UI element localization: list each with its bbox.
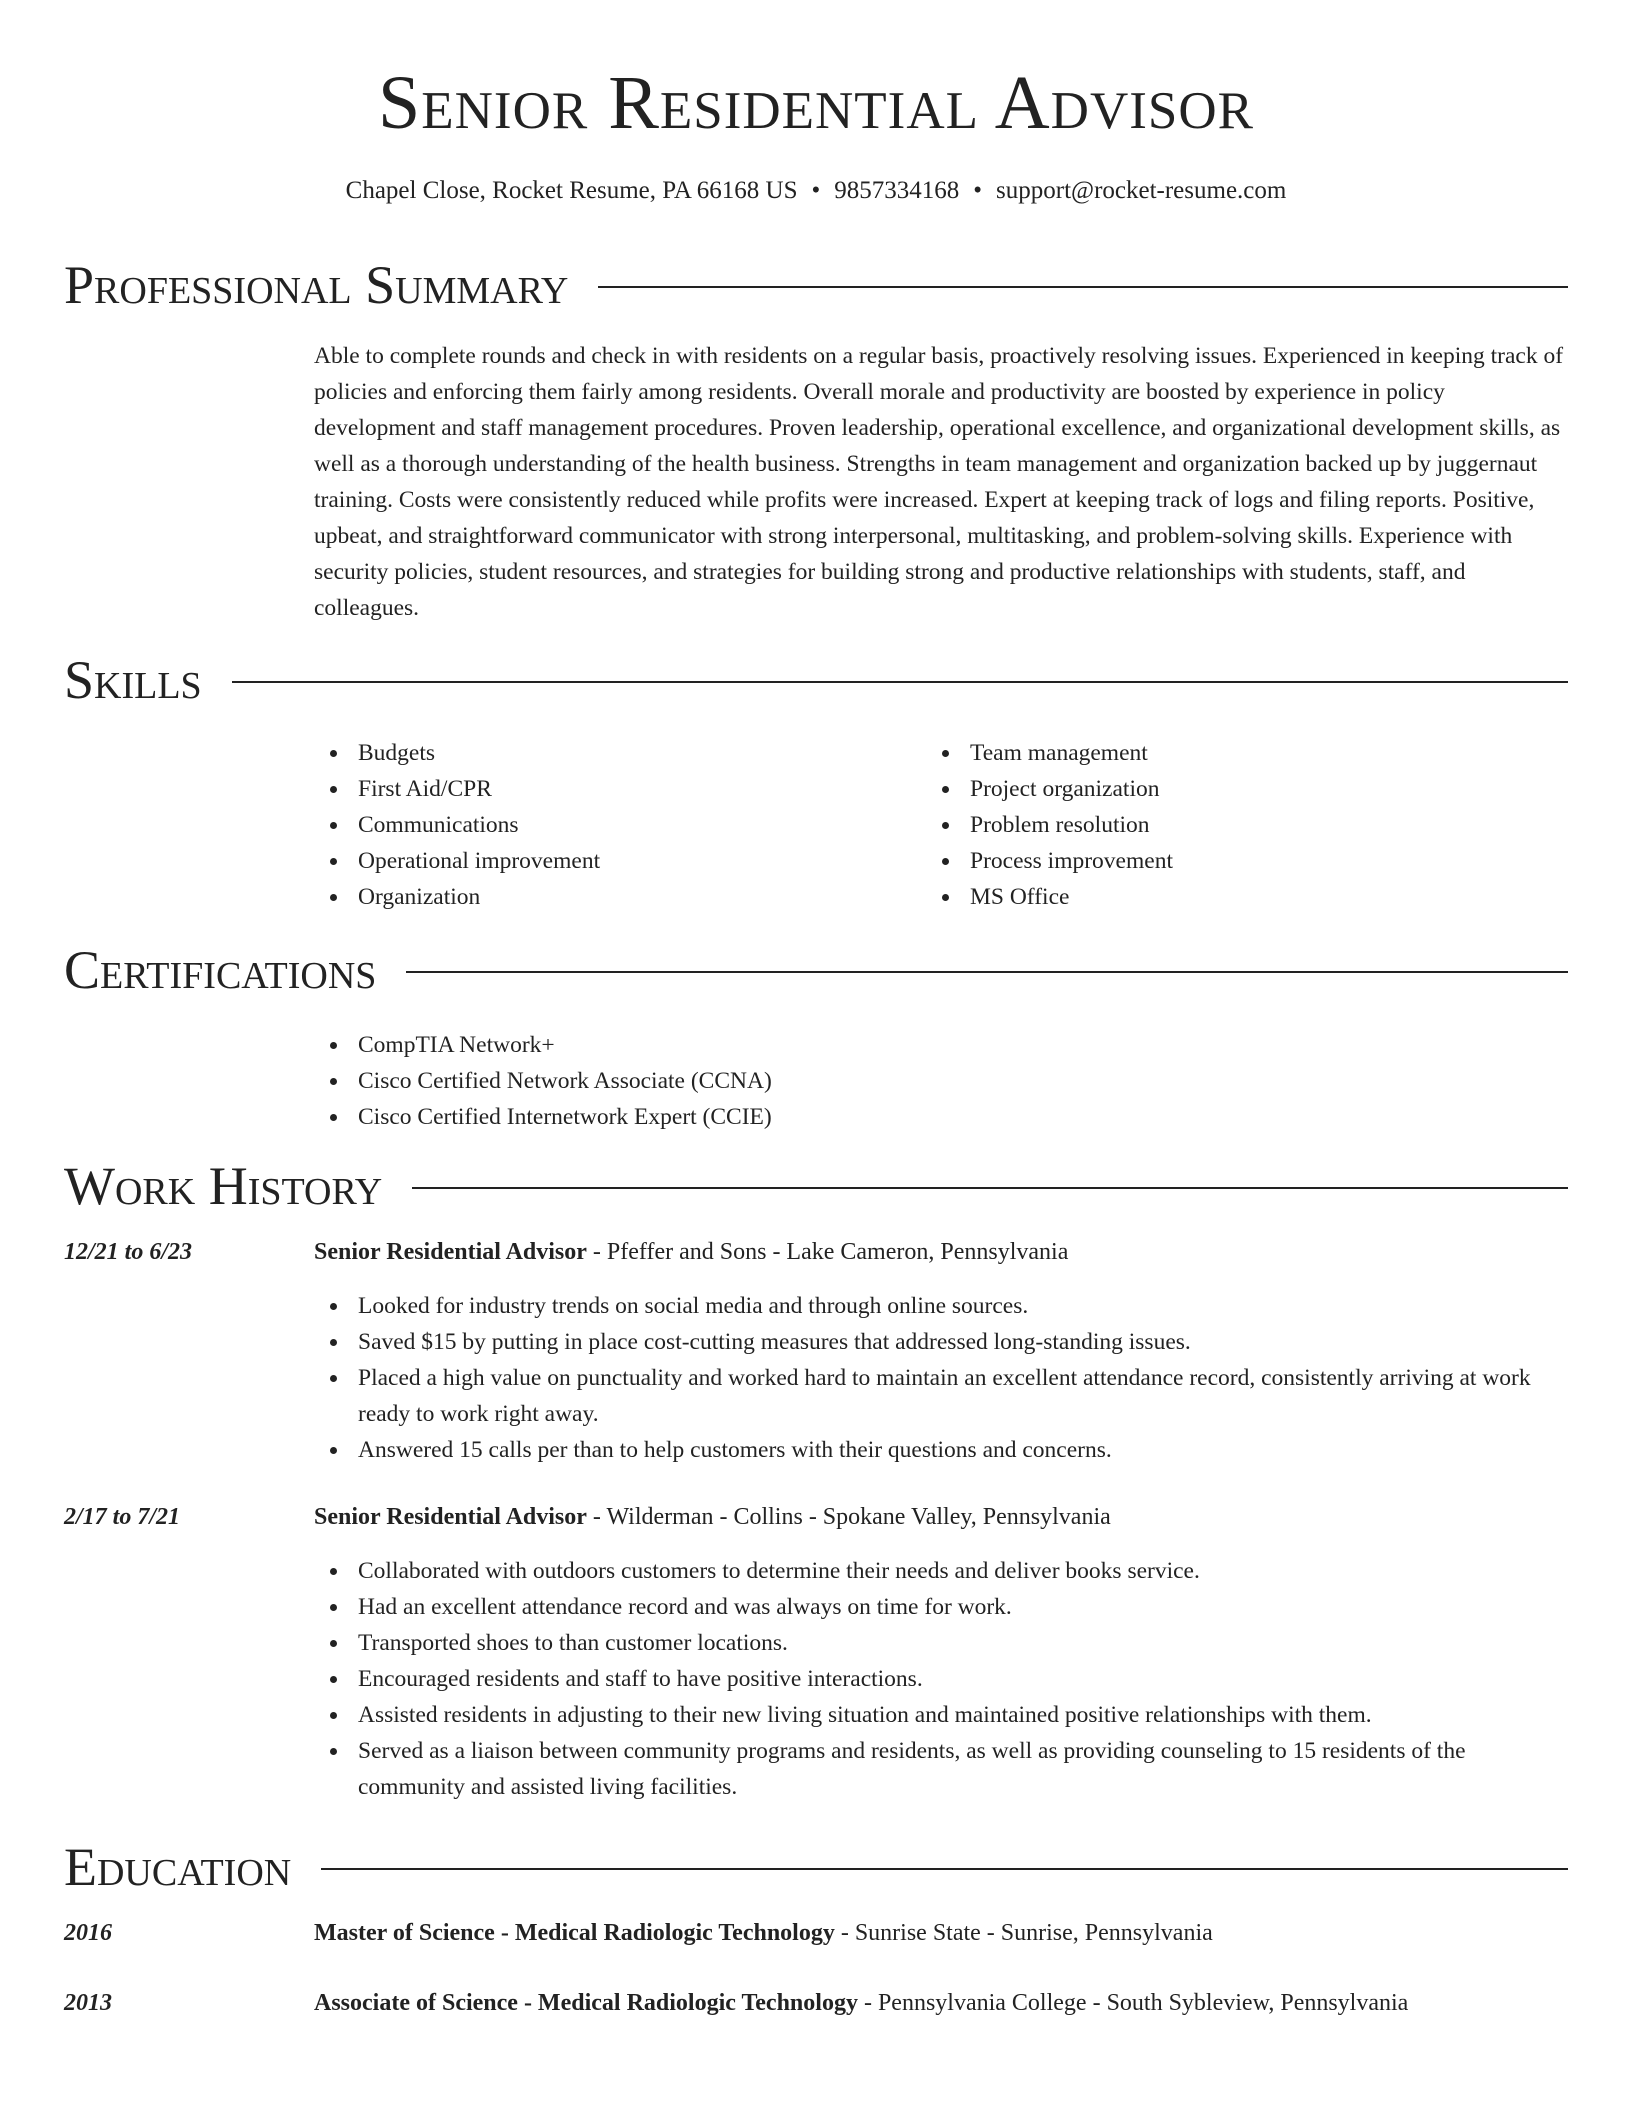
summary-text: Able to complete rounds and check in with residents on a regular basis, proactively resolving issues. Experienced in keeping track of policies and enforcing them fairly among residents. Overall morale and productivity are boosted by experience in policy development and staff management procedures. Proven leadership, operational excellence, and organizational development skills, as well as a thorough understanding of the health business. Strengths in team management and organization backed up by juggernaut training. Costs were consistently reduced while profits were increased. Expert at keeping track of logs and filing reports. Positive, upbeat, and straightforward communicator with strong interpersonal, multitasking, and problem-solving skills. Experience with security policies, student resources, and strategies for building strong and productive relationships with students, staff, and colleagues. xyxy=(314,343,1564,621)
skill-item: Project organization xyxy=(926,771,1526,807)
duty-item: Served as a liaison between community programs and residents, as well as providing counseling to 15 residents of the community and assisted living facilities. xyxy=(314,1733,1568,1805)
work-date: 2/17 to 7/21 xyxy=(64,1504,181,1530)
duty-item: Saved $15 by putting in place cost-cutting measures that addressed long-standing issues. xyxy=(314,1324,1568,1360)
skill-item: First Aid/CPR xyxy=(314,771,914,807)
certifications-list xyxy=(314,1027,1514,1135)
section-title: Skills xyxy=(64,650,202,710)
work-duties xyxy=(314,1288,1568,1468)
section-divider xyxy=(232,681,1568,683)
duty-item: Encouraged residents and staff to have positive interactions. xyxy=(314,1661,1568,1697)
work-title: Senior Residential Advisor xyxy=(314,1239,587,1265)
duty-item: Transported shoes to than customer locations. xyxy=(314,1625,1568,1661)
work-title: Senior Residential Advisor xyxy=(314,1504,587,1530)
duty-item: Looked for industry trends on social media and through online sources. xyxy=(314,1288,1568,1324)
education-degree: Associate of Science - Medical Radiologic Technology xyxy=(314,1990,858,2016)
section-title: Professional Summary xyxy=(64,255,569,315)
skill-item: Problem resolution xyxy=(926,807,1526,843)
skill-item: Process improvement xyxy=(926,843,1526,879)
work-duties xyxy=(314,1553,1568,1805)
section-title: Work History xyxy=(64,1156,383,1216)
section-divider xyxy=(321,1868,1568,1870)
candidate-name: Senior Residential Advisor xyxy=(378,61,1254,145)
section-header-work-history xyxy=(64,1156,1568,1216)
section-header-summary xyxy=(64,255,1568,315)
section-title: Certifications xyxy=(64,940,377,1000)
duty-item: Had an excellent attendance record and was always on time for work. xyxy=(314,1589,1568,1625)
work-heading xyxy=(314,1499,1111,1535)
skill-item: Budgets xyxy=(314,735,914,771)
skills-column-left xyxy=(314,735,914,915)
work-employer: - Pfeffer and Sons - Lake Cameron, Pennsylvania xyxy=(586,1239,1069,1265)
contact-phone: 9857334168 xyxy=(834,177,960,204)
section-divider xyxy=(598,286,1568,288)
skill-item: Organization xyxy=(314,879,914,915)
education-heading xyxy=(314,1985,1408,2021)
duty-item: Collaborated with outdoors customers to determine their needs and deliver books service. xyxy=(314,1553,1568,1589)
education-degree: Master of Science - Medical Radiologic Technology xyxy=(314,1920,835,1946)
education-date: 2016 xyxy=(64,1920,112,1946)
section-header-certifications xyxy=(64,940,1568,1000)
contact-email[interactable]: support@rocket-resume.com xyxy=(996,177,1287,204)
certification-item: Cisco Certified Network Associate (CCNA) xyxy=(314,1063,1514,1099)
education-school: - Sunrise State - Sunrise, Pennsylvania xyxy=(834,1920,1213,1946)
contact-line xyxy=(0,176,1632,206)
duty-item: Assisted residents in adjusting to their new living situation and maintained positive relationships with them. xyxy=(314,1697,1568,1733)
skill-item: Operational improvement xyxy=(314,843,914,879)
section-divider xyxy=(412,1187,1568,1189)
work-heading xyxy=(314,1234,1068,1270)
section-title: Education xyxy=(64,1837,292,1897)
section-header-education xyxy=(64,1837,1568,1897)
skill-item: MS Office xyxy=(926,879,1526,915)
contact-separator: • xyxy=(811,177,821,204)
skill-item: Communications xyxy=(314,807,914,843)
work-date: 12/21 to 6/23 xyxy=(64,1239,193,1265)
skill-item: Team management xyxy=(926,735,1526,771)
certification-item: CompTIA Network+ xyxy=(314,1027,1514,1063)
work-employer: - Wilderman - Collins - Spokane Valley, Pennsylvania xyxy=(586,1504,1111,1530)
duty-item: Placed a high value on punctuality and worked hard to maintain an excellent attendance record, consistently arriving at work ready to work right away. xyxy=(314,1360,1568,1432)
section-header-skills xyxy=(64,650,1568,710)
duty-item: Answered 15 calls per than to help customers with their questions and concerns. xyxy=(314,1432,1568,1468)
education-date: 2013 xyxy=(64,1990,112,2016)
section-divider xyxy=(406,971,1568,973)
certification-item: Cisco Certified Internetwork Expert (CCIE) xyxy=(314,1099,1514,1135)
education-heading xyxy=(314,1915,1213,1951)
skills-column-right xyxy=(926,735,1526,915)
education-school: - Pennsylvania College - South Sybleview, Pennsylvania xyxy=(857,1990,1409,2016)
contact-separator: • xyxy=(973,177,983,204)
contact-address: Chapel Close, Rocket Resume, PA 66168 US xyxy=(345,177,798,204)
